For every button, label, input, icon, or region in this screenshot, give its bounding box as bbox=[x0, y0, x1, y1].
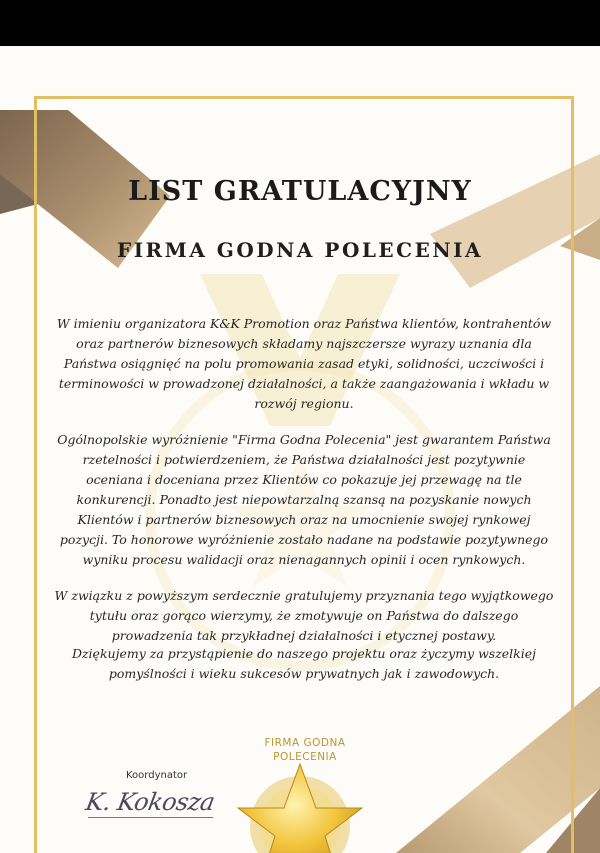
certificate-page bbox=[0, 46, 600, 853]
badge-caption-line-2: POLECENIA bbox=[273, 751, 337, 763]
document-title: LIST GRATULACYJNY bbox=[128, 176, 472, 207]
paragraph-1: W imieniu organizatora K&K Promotion oraz Państwa klientów, kontrahentów oraz partnerów biznesowych składamy najszczersze wyrazy uznania dla Państwa osiągnięć na polu promowania zasad etyki, solidności, uczciwości i terminowości w prowadzonej działalności, a także zaangażowania i wkładu w rozwój regionu. bbox=[56, 316, 552, 411]
paragraph-3: W związku z powyższym serdecznie gratulujemy przyznania tego wyjątkowego tytułu oraz gorąco wierzymy, że zmotywuje on Państwa do dalszego prowadzenia tak przykładnej działalności i etycznej postawy. bbox=[54, 588, 554, 643]
paragraph-4: Dziękujemy za przystąpienie do naszego projektu oraz życzymy wszelkiej pomyślności i wieku sukcesów prywatnych jak i zawodowych. bbox=[71, 646, 537, 681]
signature-line bbox=[88, 817, 213, 818]
badge-caption bbox=[245, 736, 365, 764]
paragraph-2: Ogólnopolskie wyróżnienie "Firma Godna Polecenia" jest gwarantem Państwa rzetelności i potwierdzeniem, że Państwa działalności jest pozytywnie oceniana i doceniana przez Klientów co pokazuje jej przewagę na tle konkurencji. Ponadto jest niepowtarzalną szansą na pozyskanie nowych Klientów i partnerów biznesowych oraz na umocnienie swojej rynkowej pozycji. To honorowe wyróżnienie zostało nadane na podstawie pozytywnego wyniku procesu walidacji oraz nienagannych opinii i ocen rynkowych. bbox=[57, 432, 551, 567]
top-black-bar bbox=[0, 0, 600, 46]
badge-caption-line-1: FIRMA GODNA bbox=[264, 737, 346, 749]
coordinator-label: Koordynator bbox=[126, 770, 188, 781]
document-subtitle: FIRMA GODNA POLECENIA bbox=[117, 238, 483, 262]
signature: K. Kokosza bbox=[83, 788, 217, 816]
